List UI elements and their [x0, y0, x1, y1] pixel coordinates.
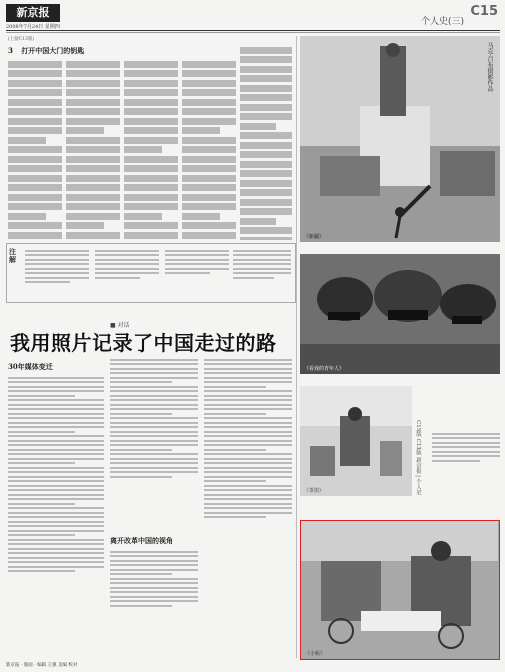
subheading-perspective: 离开改革中国的视角: [110, 536, 173, 545]
main-text-column-3: [204, 356, 292, 656]
body-text: [124, 61, 178, 241]
annotation-text-1: [25, 247, 89, 299]
annotation-box: [6, 243, 296, 303]
page-header: [6, 4, 500, 32]
chapter-heading: [8, 46, 84, 56]
market-photo: [300, 520, 500, 660]
photo-caption: 《新疆》: [304, 234, 325, 240]
annotation-text-2: [95, 247, 159, 299]
street-photo: [300, 386, 412, 496]
photo-series-tag: 马克·吕布摄影作品: [486, 42, 493, 92]
photo-caption: 《茶馆》: [304, 488, 325, 494]
annotation-label: 注 解: [9, 247, 16, 264]
body-text: [8, 61, 62, 241]
statue-photo: [300, 36, 500, 242]
column-divider: [296, 36, 297, 658]
main-text-column-2b: [110, 548, 198, 656]
main-text-column-2: [110, 356, 198, 532]
sunglasses-photo: [300, 254, 500, 374]
text-column-2: [66, 58, 120, 240]
vertical-caption-strip: C15版 C13版 新京报 | 个人史: [415, 420, 421, 496]
street-photo-art: [300, 386, 412, 496]
issue-date: 2008年7月24日 星期四: [6, 24, 60, 30]
newspaper-brand: 新京报: [6, 4, 60, 22]
header-rule: [6, 30, 500, 31]
annotation-text-3: [165, 247, 229, 299]
page-number: C15: [470, 4, 498, 19]
chapter-title: 打开中国大门的钥匙: [21, 46, 85, 55]
page-footer: 新京报 · 版面 · 编辑 王强 美编 校对: [6, 663, 78, 668]
article-headline: 我用照片记录了中国走过的路: [10, 331, 277, 355]
text-column-3: [124, 58, 178, 240]
market-photo-art: [301, 521, 498, 658]
continuation-note: (上接C13版): [8, 37, 35, 42]
subheading-media: 30年媒体变迁: [8, 362, 53, 371]
statue-photo-art: [300, 36, 500, 242]
photo-caption: 《看戏的青年人》: [304, 366, 345, 372]
sunglasses-photo-art: [300, 254, 500, 374]
text-column-1: [8, 58, 62, 240]
main-text-column-1: [8, 374, 104, 656]
body-text: [182, 61, 236, 241]
text-column-4: [182, 58, 236, 240]
section-title: 个人史(三): [420, 17, 464, 27]
article-kicker: ■ 对话: [110, 322, 130, 329]
photo-caption: 《小贩》: [305, 651, 326, 657]
right-text-column: [432, 430, 500, 516]
body-text: [240, 47, 292, 241]
text-column-5: [240, 44, 292, 240]
chapter-number: 3: [8, 46, 13, 55]
annotation-text-4: [233, 247, 291, 299]
body-text: [66, 61, 120, 241]
header-rule-thin: [6, 32, 500, 33]
